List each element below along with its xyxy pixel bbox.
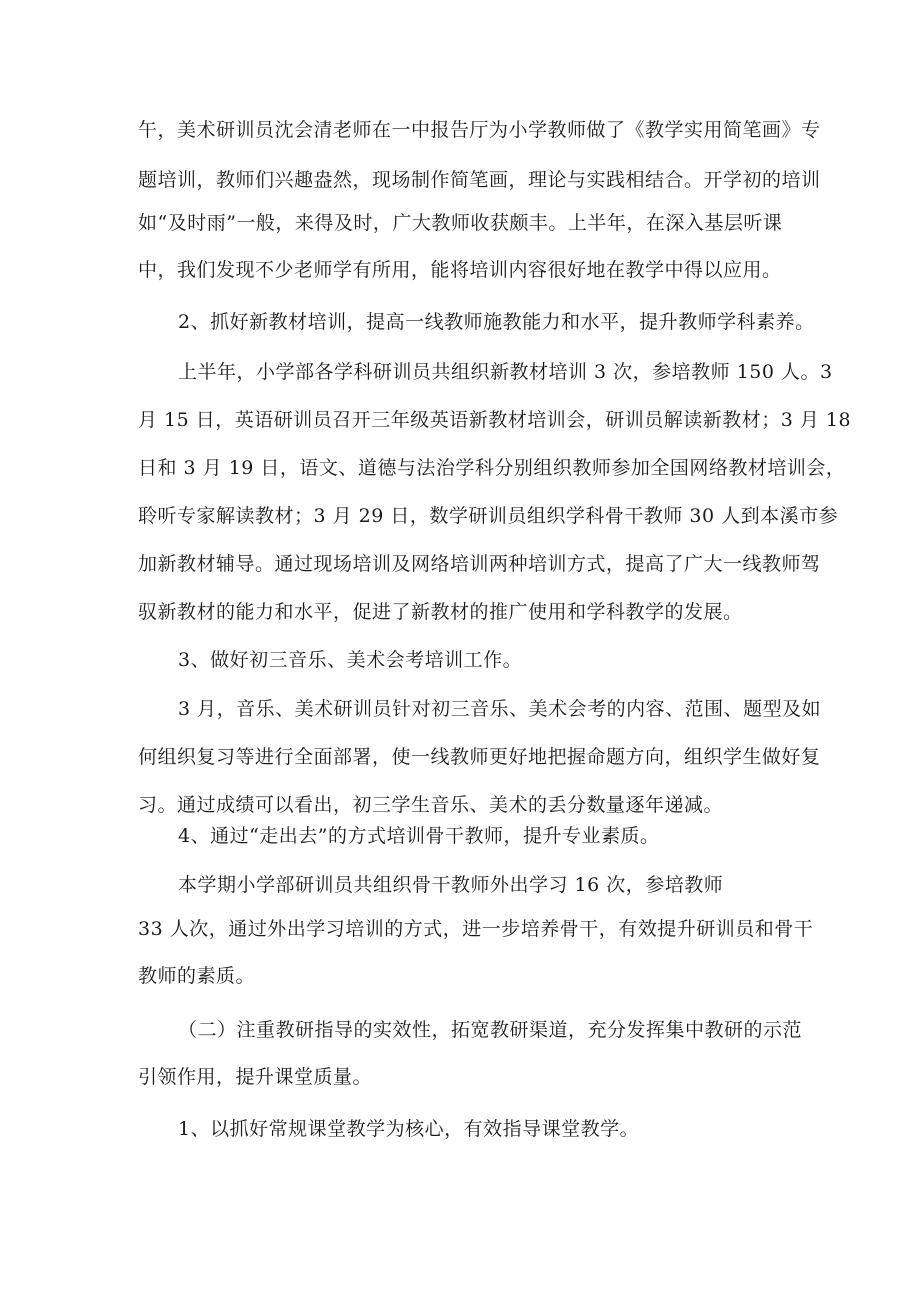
text-line: 月 15 日，英语研训员召开三年级英语新教材培训会，研训员解读新教材；3 月 18 (138, 409, 852, 431)
text-line: 驭新教材的能力和水平，促进了新教材的推广使用和学科教学的发展。 (138, 601, 743, 623)
text-line: 何组织复习等进行全面部署，使一线教师更好地把握命题方向，组织学生做好复 (138, 746, 821, 768)
text-line: 3、做好初三音乐、美术会考培训工作。 (178, 649, 523, 671)
text-line: 本学期小学部研训员共组织骨干教师外出学习 16 次，参培教师 (178, 874, 724, 896)
text-line: 3 月，音乐、美术研训员针对初三音乐、美术会考的内容、范围、题型及如 (178, 698, 822, 720)
text-line: 题培训，教师们兴趣盎然，现场制作简笔画，理论与实践相结合。开学初的培训 (138, 169, 821, 191)
text-line: 教师的素质。 (138, 965, 256, 987)
text-line: 日和 3 月 19 日，语文、道德与法治学科分别组织教师参加全国网络教材培训会， (138, 457, 846, 479)
text-line: （二）注重教研指导的实效性，拓宽教研渠道，充分发挥集中教研的示范 (178, 1019, 803, 1041)
text-line: 午，美术研训员沈会清老师在一中报告厅为小学教师做了《教学实用简笔画》专 (138, 119, 821, 141)
text-line: 33 人次，通过外出学习培训的方式，进一步培养骨干，有效提升研训员和骨干 (138, 918, 814, 940)
text-line: 上半年，小学部各学科研训员共组织新教材培训 3 次，参培教师 150 人。3 (178, 361, 833, 383)
text-line: 如“及时雨”一般，来得及时，广大教师收获颇丰。上半年，在深入基层听课 (138, 212, 783, 234)
text-line: 习。通过成绩可以看出，初三学生音乐、美术的丢分数量逐年递减。 (138, 794, 724, 816)
text-line: 加新教材辅导。通过现场培训及网络培训两种培训方式，提高了广大一线教师驾 (138, 553, 821, 575)
text-line: 2、抓好新教材培训，提高一线教师施教能力和水平，提升教师学科素养。 (178, 311, 815, 333)
text-line: 4、通过“走出去”的方式培训骨干教师，提升专业素质。 (178, 825, 660, 847)
text-line: 聆听专家解读教材；3 月 29 日，数学研训员组织学科骨干教师 30 人到本溪市参 (138, 505, 839, 527)
text-line: 中，我们发现不少老师学有所用，能将培训内容很好地在教学中得以应用。 (138, 259, 782, 281)
text-line: 引领作用，提升课堂质量。 (138, 1066, 373, 1088)
text-line: 1、以抓好常规课堂教学为核心，有效指导课堂教学。 (178, 1118, 640, 1140)
